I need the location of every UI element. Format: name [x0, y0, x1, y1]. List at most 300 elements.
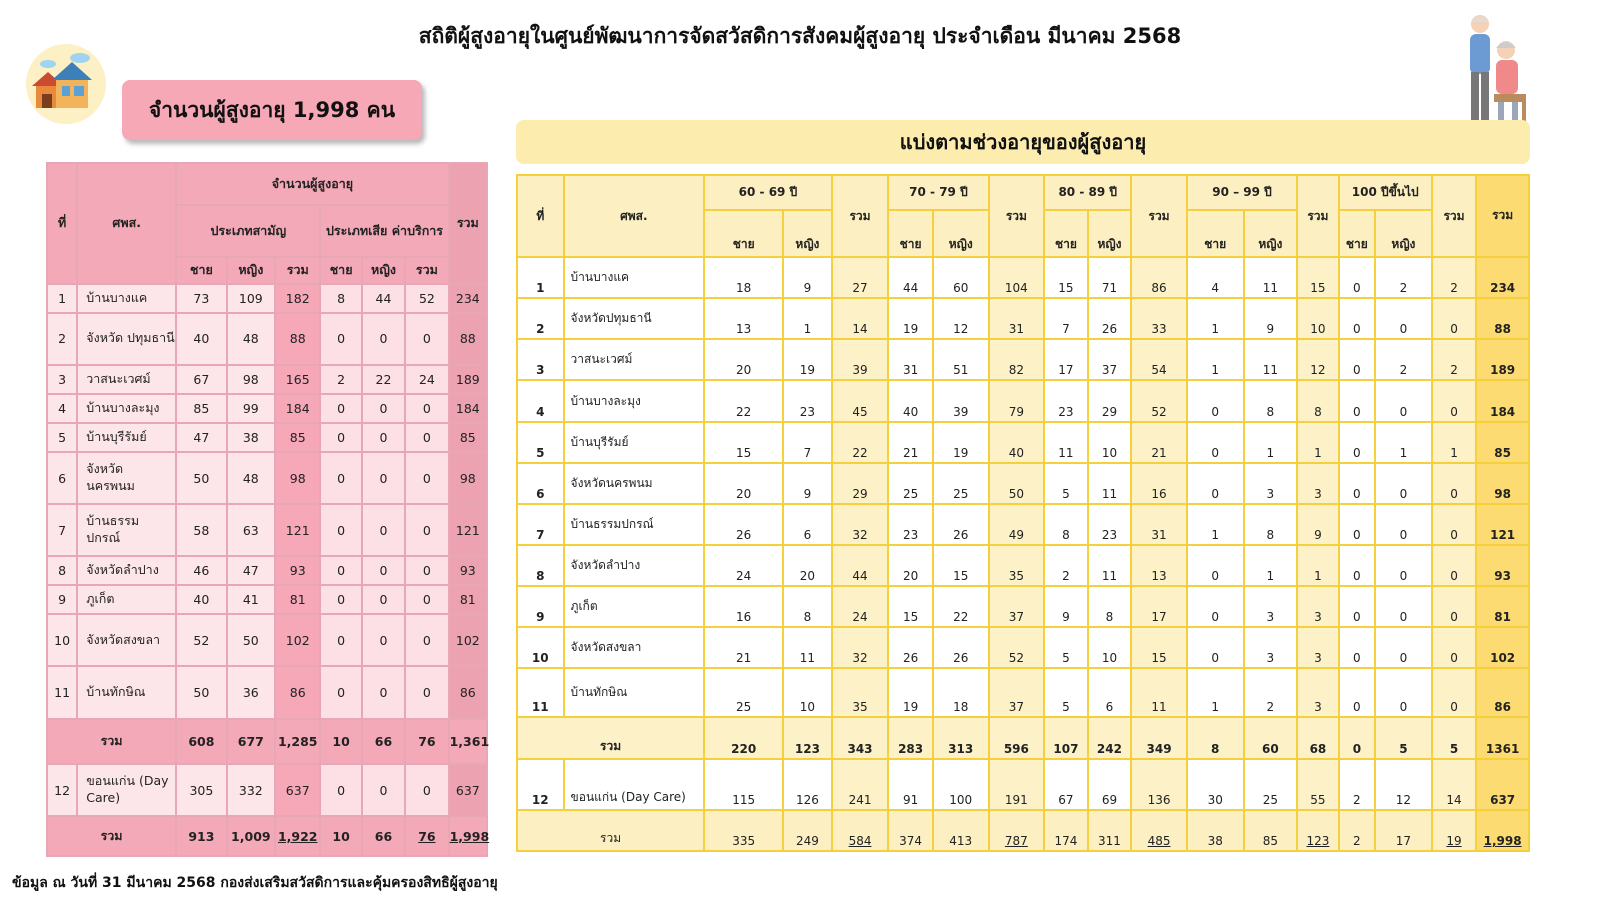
row-total: 86: [449, 666, 487, 718]
summary-value: 10: [320, 816, 361, 856]
value-cell: 81: [275, 585, 320, 614]
value-cell: 0: [1339, 668, 1375, 717]
value-cell: 14: [1432, 759, 1477, 810]
value-cell: 102: [275, 614, 320, 666]
center-name: วาสนะเวศม์: [564, 339, 705, 380]
center-name: จังหวัด นครพนม: [77, 452, 176, 504]
value-cell: 0: [1339, 545, 1375, 586]
value-cell: 1: [1244, 422, 1298, 463]
row-number: 5: [517, 422, 564, 463]
value-cell: 637: [1476, 759, 1529, 810]
value-cell: 8: [320, 284, 361, 313]
value-cell: 234: [1476, 257, 1529, 298]
center-name: บ้านบางแค: [77, 284, 176, 313]
summary-label: รวม: [47, 719, 176, 765]
grand-total-value: 2: [1339, 810, 1375, 851]
value-cell: 50: [989, 463, 1045, 504]
table-row: [517, 586, 1529, 627]
value-cell: 14: [832, 298, 889, 339]
value-cell: 23: [783, 380, 832, 421]
value-cell: 0: [1375, 463, 1432, 504]
value-cell: 85: [176, 394, 226, 423]
value-cell: 121: [275, 504, 320, 556]
value-cell: 1: [1375, 422, 1432, 463]
daycare-row: [47, 764, 487, 816]
value-cell: 44: [362, 284, 405, 313]
value-cell: 19: [888, 668, 933, 717]
center-name: จังหวัด ปทุมธานี: [77, 313, 176, 365]
value-cell: 24: [704, 545, 783, 586]
center-name: บ้านบุรีรัมย์: [77, 423, 176, 452]
value-cell: 21: [888, 422, 933, 463]
value-cell: 115: [704, 759, 783, 810]
value-cell: 18: [704, 257, 783, 298]
center-name: จังหวัดลำปาง: [77, 556, 176, 585]
value-cell: 0: [320, 394, 361, 423]
age-col-center-header: ศพส.: [564, 175, 705, 257]
house-icon: [26, 44, 106, 124]
value-cell: 11: [1244, 257, 1298, 298]
age-group-70-79: 70 - 79 ปี: [888, 175, 988, 210]
value-cell: 67: [1044, 759, 1088, 810]
value-cell: 0: [405, 585, 448, 614]
value-cell: 0: [1187, 422, 1244, 463]
value-cell: 0: [1339, 504, 1375, 545]
value-cell: 3: [1297, 463, 1338, 504]
table-row: [517, 504, 1529, 545]
summary-value: 5: [1432, 717, 1477, 758]
value-cell: 1: [1187, 668, 1244, 717]
value-cell: 1: [783, 298, 832, 339]
value-cell: 55: [1297, 759, 1338, 810]
grand-total-value: 38: [1187, 810, 1244, 851]
value-cell: 93: [1476, 545, 1529, 586]
value-cell: 47: [227, 556, 275, 585]
value-cell: 11: [1088, 463, 1132, 504]
value-cell: 0: [362, 666, 405, 718]
value-cell: 0: [362, 504, 405, 556]
summary-total: 1,998: [449, 816, 487, 856]
row-number: 4: [517, 380, 564, 421]
value-cell: 100: [933, 759, 989, 810]
value-cell: 52: [989, 627, 1045, 668]
center-name: ขอนแก่น (Day Care): [564, 759, 705, 810]
summary-row: [47, 816, 487, 856]
value-cell: 40: [888, 380, 933, 421]
value-cell: 2: [1375, 339, 1432, 380]
row-number: 8: [47, 556, 77, 585]
value-cell: 26: [933, 627, 989, 668]
value-cell: 0: [320, 556, 361, 585]
page-title: สถิติผู้สูงอายุในศูนย์พัฒนาการจัดสวัสดิการสังคมผู้สูงอายุ ประจำเดือน มีนาคม 2568: [418, 24, 1182, 48]
value-cell: 15: [704, 422, 783, 463]
value-cell: 41: [227, 585, 275, 614]
center-name: บ้านบางละมุง: [564, 380, 705, 421]
value-cell: 20: [704, 463, 783, 504]
center-name: บ้านทักษิณ: [564, 668, 705, 717]
summary-value: 1,285: [275, 719, 320, 765]
value-cell: 15: [1044, 257, 1088, 298]
value-cell: 48: [227, 313, 275, 365]
value-cell: 26: [888, 627, 933, 668]
value-cell: 0: [320, 504, 361, 556]
grand-total-value: 485: [1131, 810, 1187, 851]
summary-value: 5: [1375, 717, 1432, 758]
row-total: 102: [449, 614, 487, 666]
value-cell: 0: [1432, 586, 1477, 627]
value-cell: 29: [1088, 380, 1132, 421]
age-100-plus-male: ชาย: [1339, 210, 1375, 257]
value-cell: 27: [832, 257, 889, 298]
table-row: [517, 463, 1529, 504]
center-name: บ้านธรรม ปกรณ์: [77, 504, 176, 556]
value-cell: 9: [783, 257, 832, 298]
value-cell: 25: [888, 463, 933, 504]
value-cell: 52: [176, 614, 226, 666]
value-cell: 0: [1187, 545, 1244, 586]
value-cell: 0: [1432, 668, 1477, 717]
value-cell: 8: [1244, 504, 1298, 545]
value-cell: 93: [275, 556, 320, 585]
value-cell: 109: [227, 284, 275, 313]
value-cell: 40: [176, 585, 226, 614]
value-cell: 50: [227, 614, 275, 666]
table-row: [47, 452, 487, 504]
value-cell: 25: [704, 668, 783, 717]
col-paid-header: ประเภทเสีย ค่าบริการ: [320, 205, 448, 257]
value-cell: 39: [933, 380, 989, 421]
value-cell: 12: [933, 298, 989, 339]
value-cell: 8: [1244, 380, 1298, 421]
value-cell: 51: [933, 339, 989, 380]
value-cell: 26: [1088, 298, 1132, 339]
value-cell: 9: [1244, 298, 1298, 339]
value-cell: 31: [888, 339, 933, 380]
elderly-type-table: [46, 162, 488, 857]
value-cell: 32: [832, 504, 889, 545]
value-cell: 25: [933, 463, 989, 504]
value-cell: 0: [320, 585, 361, 614]
value-cell: 0: [1432, 504, 1477, 545]
value-cell: 102: [1476, 627, 1529, 668]
table-row: [517, 298, 1529, 339]
summary-value: 349: [1131, 717, 1187, 758]
value-cell: 189: [1476, 339, 1529, 380]
value-cell: 73: [176, 284, 226, 313]
value-cell: 165: [275, 365, 320, 394]
value-cell: 91: [888, 759, 933, 810]
value-cell: 0: [1375, 545, 1432, 586]
value-cell: 5: [1044, 463, 1088, 504]
value-cell: 3: [1244, 586, 1298, 627]
value-cell: 305: [176, 764, 226, 816]
row-number: 7: [517, 504, 564, 545]
value-cell: 0: [320, 313, 361, 365]
table-row: [47, 394, 487, 423]
col-general-header: ประเภทสามัญ: [176, 205, 320, 257]
value-cell: 7: [1044, 298, 1088, 339]
value-cell: 1: [1432, 422, 1477, 463]
row-number: 5: [47, 423, 77, 452]
col-general-male: ชาย: [176, 257, 226, 284]
value-cell: 0: [1432, 545, 1477, 586]
value-cell: 0: [362, 313, 405, 365]
value-cell: 0: [405, 452, 448, 504]
value-cell: 98: [275, 452, 320, 504]
row-number: 4: [47, 394, 77, 423]
summary-value: 76: [405, 719, 448, 765]
summary-value: 66: [362, 719, 405, 765]
value-cell: 10: [1088, 627, 1132, 668]
row-number: 9: [47, 585, 77, 614]
value-cell: 11: [1088, 545, 1132, 586]
col-no-header: ที่: [47, 163, 77, 284]
value-cell: 37: [1088, 339, 1132, 380]
value-cell: 0: [405, 614, 448, 666]
age-80-89-male: ชาย: [1044, 210, 1088, 257]
value-cell: 35: [989, 545, 1045, 586]
value-cell: 8: [1044, 504, 1088, 545]
value-cell: 5: [1044, 668, 1088, 717]
value-cell: 136: [1131, 759, 1187, 810]
value-cell: 2: [1244, 668, 1298, 717]
value-cell: 40: [176, 313, 226, 365]
row-number: 12: [517, 759, 564, 810]
value-cell: 6: [1088, 668, 1132, 717]
value-cell: 44: [888, 257, 933, 298]
value-cell: 0: [1339, 463, 1375, 504]
value-cell: 19: [888, 298, 933, 339]
value-cell: 0: [1187, 380, 1244, 421]
table-row: [47, 365, 487, 394]
value-cell: 2: [320, 365, 361, 394]
value-cell: 0: [1432, 298, 1477, 339]
age-70-79-sum-header: รวม: [989, 175, 1045, 257]
value-cell: 50: [176, 666, 226, 718]
value-cell: 88: [1476, 298, 1529, 339]
age-90-99-female: หญิง: [1244, 210, 1298, 257]
value-cell: 0: [1339, 422, 1375, 463]
value-cell: 0: [362, 614, 405, 666]
center-name: จังหวัดปทุมธานี: [564, 298, 705, 339]
grand-total-value: 123: [1297, 810, 1338, 851]
value-cell: 16: [704, 586, 783, 627]
value-cell: 2: [1432, 339, 1477, 380]
center-name: บ้านธรรมปกรณ์: [564, 504, 705, 545]
age-col-total-header: รวม: [1476, 175, 1529, 257]
value-cell: 0: [1187, 586, 1244, 627]
center-name: ภูเก็ต: [77, 585, 176, 614]
value-cell: 332: [227, 764, 275, 816]
row-number: 1: [517, 257, 564, 298]
value-cell: 23: [1088, 504, 1132, 545]
table-row: [517, 627, 1529, 668]
value-cell: 26: [704, 504, 783, 545]
table-row: [47, 614, 487, 666]
value-cell: 6: [783, 504, 832, 545]
row-total: 189: [449, 365, 487, 394]
value-cell: 12: [1297, 339, 1338, 380]
center-name: จังหวัดสงขลา: [77, 614, 176, 666]
value-cell: 10: [1088, 422, 1132, 463]
age-range-table: [516, 174, 1530, 852]
summary-value: 1,009: [227, 816, 275, 856]
value-cell: 31: [989, 298, 1045, 339]
value-cell: 0: [362, 423, 405, 452]
value-cell: 18: [933, 668, 989, 717]
row-total: 234: [449, 284, 487, 313]
age-80-89-female: หญิง: [1088, 210, 1132, 257]
row-total: 121: [449, 504, 487, 556]
value-cell: 1: [1297, 422, 1338, 463]
value-cell: 184: [275, 394, 320, 423]
summary-value: 596: [989, 717, 1045, 758]
value-cell: 241: [832, 759, 889, 810]
value-cell: 1: [1187, 504, 1244, 545]
value-cell: 9: [1044, 586, 1088, 627]
value-cell: 71: [1088, 257, 1132, 298]
row-total: 81: [449, 585, 487, 614]
grand-total-value: 19: [1432, 810, 1477, 851]
value-cell: 38: [227, 423, 275, 452]
value-cell: 0: [405, 764, 448, 816]
value-cell: 60: [933, 257, 989, 298]
value-cell: 24: [832, 586, 889, 627]
value-cell: 15: [1297, 257, 1338, 298]
value-cell: 85: [275, 423, 320, 452]
row-total: 184: [449, 394, 487, 423]
value-cell: 23: [1044, 380, 1088, 421]
value-cell: 86: [1476, 668, 1529, 717]
row-number: 10: [47, 614, 77, 666]
row-number: 3: [47, 365, 77, 394]
value-cell: 0: [1375, 380, 1432, 421]
value-cell: 121: [1476, 504, 1529, 545]
value-cell: 36: [227, 666, 275, 718]
col-center-header: ศพส.: [77, 163, 176, 284]
summary-value: 107: [1044, 717, 1088, 758]
age-col-no-header: ที่: [517, 175, 564, 257]
value-cell: 11: [1131, 668, 1187, 717]
summary-label: รวม: [47, 816, 176, 856]
value-cell: 9: [783, 463, 832, 504]
value-cell: 3: [1297, 627, 1338, 668]
value-cell: 126: [783, 759, 832, 810]
value-cell: 58: [176, 504, 226, 556]
value-cell: 8: [783, 586, 832, 627]
value-cell: 9: [1297, 504, 1338, 545]
summary-value: 677: [227, 719, 275, 765]
value-cell: 2: [1432, 257, 1477, 298]
grand-total-value: 311: [1088, 810, 1132, 851]
grand-total-value: 584: [832, 810, 889, 851]
value-cell: 10: [1297, 298, 1338, 339]
value-cell: 20: [704, 339, 783, 380]
row-number: 2: [47, 313, 77, 365]
value-cell: 1: [1244, 545, 1298, 586]
value-cell: 1: [1187, 339, 1244, 380]
value-cell: 15: [933, 545, 989, 586]
row-total: 637: [449, 764, 487, 816]
age-60-69-female: หญิง: [783, 210, 832, 257]
value-cell: 0: [1339, 627, 1375, 668]
value-cell: 0: [320, 614, 361, 666]
value-cell: 0: [1339, 298, 1375, 339]
grand-total-value: 413: [933, 810, 989, 851]
value-cell: 0: [1432, 463, 1477, 504]
value-cell: 88: [275, 313, 320, 365]
summary-value: 283: [888, 717, 933, 758]
value-cell: 637: [275, 764, 320, 816]
table-row: [47, 666, 487, 718]
value-cell: 0: [1339, 586, 1375, 627]
value-cell: 67: [176, 365, 226, 394]
summary-value: 68: [1297, 717, 1338, 758]
table-row: [47, 284, 487, 313]
value-cell: 0: [320, 423, 361, 452]
row-number: 2: [517, 298, 564, 339]
age-group-90-99: 90 – 99 ปี: [1187, 175, 1297, 210]
value-cell: 98: [227, 365, 275, 394]
summary-value: 76: [405, 816, 448, 856]
value-cell: 15: [888, 586, 933, 627]
value-cell: 191: [989, 759, 1045, 810]
table-row: [47, 556, 487, 585]
value-cell: 21: [1131, 422, 1187, 463]
value-cell: 0: [1339, 380, 1375, 421]
data-source-note: ข้อมูล ณ วันที่ 31 มีนาคม 2568 กองส่งเสริมสวัสดิการและคุ้มครองสิทธิผู้สูงอายุ: [12, 875, 498, 891]
table-row: [517, 339, 1529, 380]
value-cell: 20: [888, 545, 933, 586]
col-paid-female: หญิง: [362, 257, 405, 284]
age-100-plus-sum-header: รวม: [1432, 175, 1477, 257]
value-cell: 86: [1131, 257, 1187, 298]
value-cell: 50: [176, 452, 226, 504]
value-cell: 39: [832, 339, 889, 380]
value-cell: 19: [933, 422, 989, 463]
col-count-header: จำนวนผู้สูงอายุ: [176, 163, 448, 205]
value-cell: 54: [1131, 339, 1187, 380]
summary-value: 220: [704, 717, 783, 758]
summary-value: 0: [1339, 717, 1375, 758]
row-number: 3: [517, 339, 564, 380]
value-cell: 35: [832, 668, 889, 717]
summary-row: [517, 717, 1529, 758]
row-number: 6: [47, 452, 77, 504]
summary-value: 913: [176, 816, 226, 856]
value-cell: 0: [362, 452, 405, 504]
value-cell: 86: [275, 666, 320, 718]
value-cell: 37: [989, 586, 1045, 627]
value-cell: 0: [1375, 627, 1432, 668]
age-60-69-male: ชาย: [704, 210, 783, 257]
table-row: [47, 585, 487, 614]
value-cell: 25: [1244, 759, 1298, 810]
value-cell: 22: [362, 365, 405, 394]
value-cell: 45: [832, 380, 889, 421]
value-cell: 2: [1375, 257, 1432, 298]
value-cell: 11: [1244, 339, 1298, 380]
center-name: จังหวัดสงขลา: [564, 627, 705, 668]
row-number: 11: [47, 666, 77, 718]
summary-value: 313: [933, 717, 989, 758]
value-cell: 26: [933, 504, 989, 545]
summary-value: 123: [783, 717, 832, 758]
age-group-100-plus: 100 ปีขึ้นไป: [1339, 175, 1432, 210]
value-cell: 29: [832, 463, 889, 504]
value-cell: 1: [1297, 545, 1338, 586]
summary-label: รวม: [517, 717, 704, 758]
